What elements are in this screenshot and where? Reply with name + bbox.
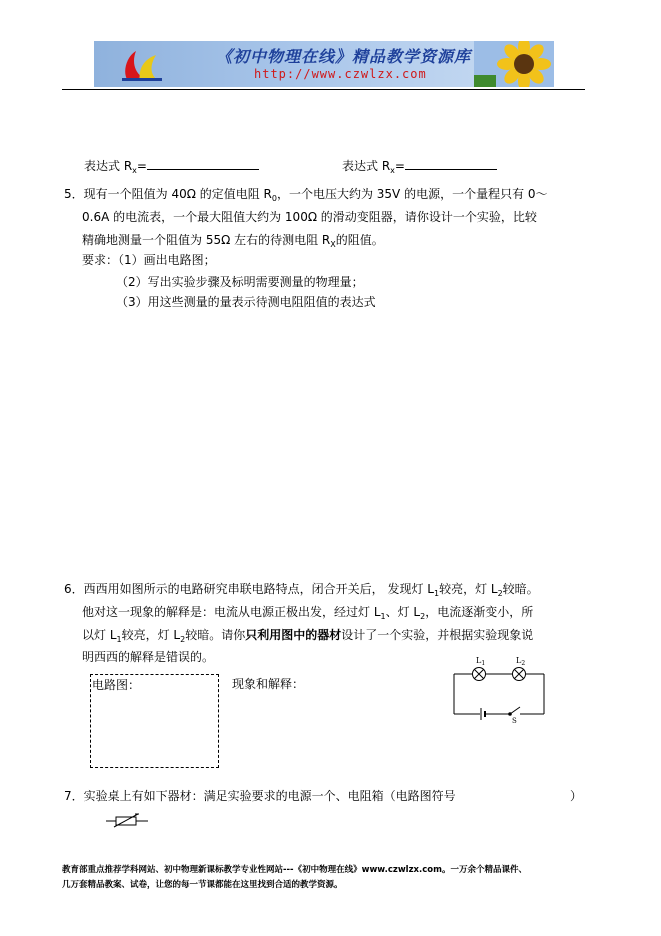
answer-blank[interactable] bbox=[147, 157, 259, 170]
answer-blank[interactable] bbox=[405, 157, 497, 170]
lamp2-label: $L_2$ bbox=[516, 656, 526, 667]
lamp-icon bbox=[473, 668, 486, 681]
sunflower-icon bbox=[474, 41, 554, 87]
q6-line-3: 以灯 $L_1$较亮，灯 $L_2$较暗。请你只利用图中的器材设计了一个实验，并根据实验现象说 bbox=[82, 628, 534, 644]
q4-expression-right: 表达式 $R_x=$ bbox=[342, 157, 497, 174]
q5-requirement-1: 要求：（1）画出电路图； bbox=[82, 253, 216, 267]
q5-line-1: 5．现有一个阻值为 40Ω 的定值电阻 $R_0$，一个电压大约为 35V 的电源，一个量程只有 0～ bbox=[64, 187, 548, 203]
resistance-box-symbol-icon bbox=[106, 812, 150, 828]
phenomenon-label: 现象和解释： bbox=[232, 677, 305, 691]
switch-label: S bbox=[512, 717, 517, 724]
q6-line-2: 他对这一现象的解释是：电流从电源正极出发，经过灯 $L_1$、灯 $L_2$，电流逐渐变小，所 bbox=[82, 605, 534, 621]
series-circuit-diagram bbox=[446, 652, 550, 724]
battery-icon bbox=[481, 708, 485, 720]
circuit-box-label: 电路图： bbox=[92, 678, 141, 692]
q7-line-1: 7．实验桌上有如下器材：满足实验要求的电源一个、电阻箱（电路图符号 bbox=[64, 789, 456, 803]
banner-url: http://www.czwlzx.com bbox=[254, 67, 427, 81]
header-banner bbox=[94, 41, 554, 87]
site-logo-icon bbox=[112, 47, 172, 83]
q4-expression-left: 表达式 $R_x=$ bbox=[84, 157, 259, 174]
q5-requirement-2: （2）写出实验步骤及标明需要测量的物理量； bbox=[116, 275, 364, 289]
q5-line-2: 0.6A 的电流表，一个最大阻值大约为 100Ω 的滑动变阻器，请你设计一个实验，比较 bbox=[82, 210, 537, 224]
q6-line-4: 明西西的解释是错误的。 bbox=[82, 650, 215, 664]
lamp-icon bbox=[513, 668, 526, 681]
switch-icon bbox=[509, 707, 520, 715]
footer-line-1: 教育部重点推荐学科网站、初中物理新课标教学专业性网站---《初中物理在线》www.czwlzx.com。一万余个精品课件、 bbox=[62, 865, 527, 875]
q5-line-3: 精确地测量一个阻值为 55Ω 左右的待测电阻 $R_X$的阻值。 bbox=[82, 233, 384, 249]
header-rule bbox=[62, 89, 585, 90]
q5-requirement-3: （3）用这些测量的量表示待测电阻阻值的表达式 bbox=[116, 295, 376, 309]
banner-title: 《初中物理在线》精品教学资源库 bbox=[216, 47, 472, 66]
footer-line-2: 几万套精品教案、试卷，让您的每一节课都能在这里找到合适的教学资源。 bbox=[62, 880, 343, 890]
q7-close-paren: ） bbox=[570, 789, 583, 803]
q6-line-1: 6．西西用如图所示的电路研究串联电路特点，闭合开关后， 发现灯 $L_1$较亮，灯 $L_2$较暗。 bbox=[64, 582, 539, 598]
lamp1-label: $L_1$ bbox=[476, 656, 486, 667]
